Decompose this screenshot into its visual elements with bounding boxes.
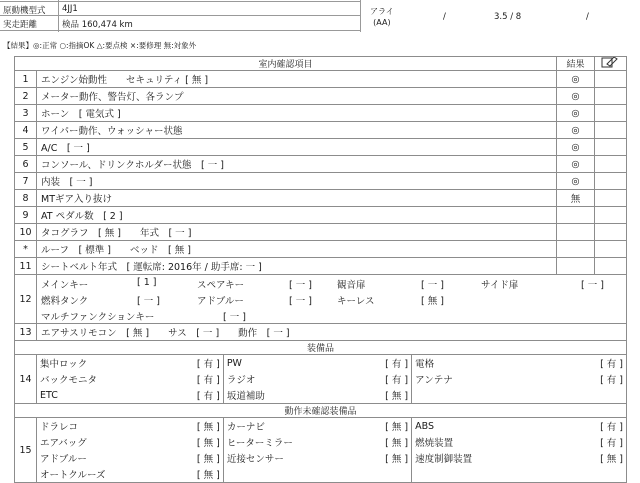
equipment-value: [ 無 ] (600, 454, 624, 465)
equipment-row (37, 387, 626, 403)
item-number: 4 (15, 122, 37, 139)
equipment-value: [ 有 ] (385, 375, 409, 386)
unverified-section: 15 ドラレコ [ 無 ] カーナビ [ 無 ] ABS [ 有 ] エアバッグ [ 無 ] ヒーターミラー [ 無 ] 燃焼装置 [ 有 ] アドブルー [ 無 ] 近接センサー [ 無 ] 速度制御装置 [ 無 ] オートクルーズ [ 無 ] (15, 418, 627, 483)
item-text: A/C [ 一 ] (37, 139, 557, 156)
table-row (15, 105, 627, 122)
item-result (557, 224, 595, 241)
table-header (15, 57, 627, 71)
item-text: ワイパー動作、ウォッシャー状態 (37, 122, 557, 139)
item-number: 7 (15, 173, 37, 190)
table-row (15, 241, 627, 258)
table-row (15, 224, 627, 241)
mileage-value: 検品 160,474 km (62, 20, 133, 30)
equipment-row (37, 371, 626, 387)
equipment-name: ヒーターミラー (223, 434, 343, 450)
item-number: * (15, 241, 37, 258)
equipment-value: [ 有 ] (600, 438, 624, 449)
item-number: 5 (15, 139, 37, 156)
item-result (557, 241, 595, 258)
equipment-value: [ 無 ] (385, 391, 409, 402)
equipment-name: オートクルーズ (40, 470, 106, 481)
item-result: ◎ (557, 122, 595, 139)
table-row-12: 12 メインキー [ 1 ] スペアキー [ 一 ] 観音扉 [ 一 ] サイド扉 [ 一 ] 燃料タンク [ 一 ] アドブルー [ 一 ] キーレス [ 無 ] マルチファンクションキー [ 一 ] (15, 275, 627, 324)
equipment-name: ETC (40, 389, 58, 401)
item-number: 11 (15, 258, 37, 275)
spec-mark-2: / (586, 12, 589, 22)
equipment-name: アドブルー (40, 454, 87, 465)
equipment-value: [ 有 ] (196, 359, 220, 370)
item-result: ◎ (557, 71, 595, 88)
item-text: シートベルト年式 [ 運転席: 2016年 / 助手席: 一 ] (37, 258, 557, 275)
item-result: ◎ (557, 88, 595, 105)
item-text: エンジン始動性 セキュリティ [ 無 ] (37, 71, 557, 88)
equipment-value: [ 無 ] (385, 454, 409, 465)
engine-model-value: 4JJ1 (62, 4, 78, 14)
equipment-name: 燃焼装置 (412, 434, 542, 450)
equipment-table (37, 355, 626, 403)
equipment-section-header: 装備品 (15, 341, 627, 355)
item-number: 3 (15, 105, 37, 122)
spec-mark-1: / (443, 12, 446, 22)
equipment-name: バックモニタ (40, 375, 98, 386)
equipment-value (542, 387, 626, 403)
item-number: 8 (15, 190, 37, 207)
result-legend: 【結果】◎:正常 ○:指摘OK △:要点検 ×:要修理 無:対象外 (3, 41, 197, 50)
engine-model-label: 原動機型式 (3, 6, 46, 16)
equipment-name: 近接センサー (223, 450, 343, 466)
equipment-name: エアバッグ (40, 438, 87, 449)
row12-line1: メインキー [ 1 ] スペアキー [ 一 ] 観音扉 [ 一 ] サイド扉 [ 一 ] (41, 277, 604, 291)
table-row (15, 173, 627, 190)
equipment-value: [ 無 ] (196, 454, 220, 465)
table-row (15, 156, 627, 173)
equipment-row (37, 355, 626, 371)
equipment-name: 電格 (412, 355, 542, 371)
vehicle-info-header (0, 0, 640, 32)
item-text: メーター動作、警告灯、各ランプ (37, 88, 557, 105)
equipment-name: 速度制御装置 (412, 450, 542, 466)
equipment-name: アンテナ (412, 371, 542, 387)
equipment-value: [ 無 ] (385, 438, 409, 449)
unverified-section-header: 動作未確認装備品 (15, 404, 627, 418)
equipment-section: 14 集中ロック [ 有 ] PW [ 有 ] 電格 [ 有 ] バックモニタ [ 有 ] ラジオ [ 有 ] アンテナ [ 有 ] ETC [ 有 ] 坂道補助 [ 無 ] (15, 355, 627, 404)
item-result: ◎ (557, 173, 595, 190)
equipment-name: 集中ロック (40, 359, 88, 370)
item-result: ◎ (557, 139, 595, 156)
equipment-value: [ 有 ] (600, 359, 624, 370)
equipment-name: ABS (412, 418, 542, 434)
equipment-row (37, 418, 626, 434)
table-row (15, 71, 627, 88)
item-text: 内装 [ 一 ] (37, 173, 557, 190)
item-number: 1 (15, 71, 37, 88)
header-title: 室内確認項目 (15, 57, 557, 71)
spec-value: 3.5 / 8 (494, 12, 522, 22)
equipment-row (37, 450, 626, 466)
table-row-13: 13 エアサスリモコン [ 無 ] サス [ 一 ] 動作 [ 一 ] (15, 324, 627, 341)
equipment-value: [ 有 ] (385, 359, 409, 370)
auction-house: アライ (AA) (370, 7, 394, 27)
row12-line3: マルチファンクションキー [ 一 ] (41, 312, 246, 323)
item-text: MTギア入り抜け (37, 190, 557, 207)
item-result: 無 (557, 190, 595, 207)
item-result: ◎ (557, 105, 595, 122)
equipment-name: ラジオ (223, 371, 343, 387)
item-result (557, 258, 595, 275)
equipment-name (412, 387, 542, 403)
equipment-row (37, 434, 626, 450)
row12-line2: 燃料タンク [ 一 ] アドブルー [ 一 ] キーレス [ 無 ] (41, 296, 444, 307)
table-row (15, 139, 627, 156)
header-result: 結果 (557, 57, 595, 71)
item-text: コンソール、ドリンクホルダー状態 [ 一 ] (37, 156, 557, 173)
equipment-value: [ 有 ] (196, 391, 220, 402)
item-number: 6 (15, 156, 37, 173)
table-row (15, 122, 627, 139)
item-number: 9 (15, 207, 37, 224)
unverified-table (37, 418, 626, 482)
equipment-value: [ 有 ] (600, 422, 624, 433)
equipment-name: 坂道補助 (223, 387, 343, 403)
table-row (15, 258, 627, 275)
mileage-label: 実走距離 (3, 20, 38, 30)
equipment-name: ドラレコ (40, 422, 79, 433)
item-text: ホーン [ 電気式 ] (37, 105, 557, 122)
item-result: ◎ (557, 156, 595, 173)
item-result (557, 207, 595, 224)
equipment-value: [ 無 ] (385, 422, 409, 433)
item-number: 2 (15, 88, 37, 105)
equipment-value: [ 無 ] (196, 470, 220, 481)
table-row (15, 190, 627, 207)
table-row (15, 88, 627, 105)
item-text: AT ペダル数 [ 2 ] (37, 207, 557, 224)
item-text: ルーフ [ 標準 ] ベッド [ 無 ] (37, 241, 557, 258)
equipment-value: [ 有 ] (196, 375, 220, 386)
equipment-value: [ 無 ] (196, 438, 220, 449)
equipment-value: [ 有 ] (600, 375, 624, 386)
item-number: 10 (15, 224, 37, 241)
item-text: タコグラフ [ 無 ] 年式 [ 一 ] (37, 224, 557, 241)
equipment-name: カーナビ (223, 418, 343, 434)
equipment-name: PW (223, 355, 343, 371)
table-row (15, 207, 627, 224)
equipment-value: [ 無 ] (196, 422, 220, 433)
inspection-table (14, 56, 627, 483)
